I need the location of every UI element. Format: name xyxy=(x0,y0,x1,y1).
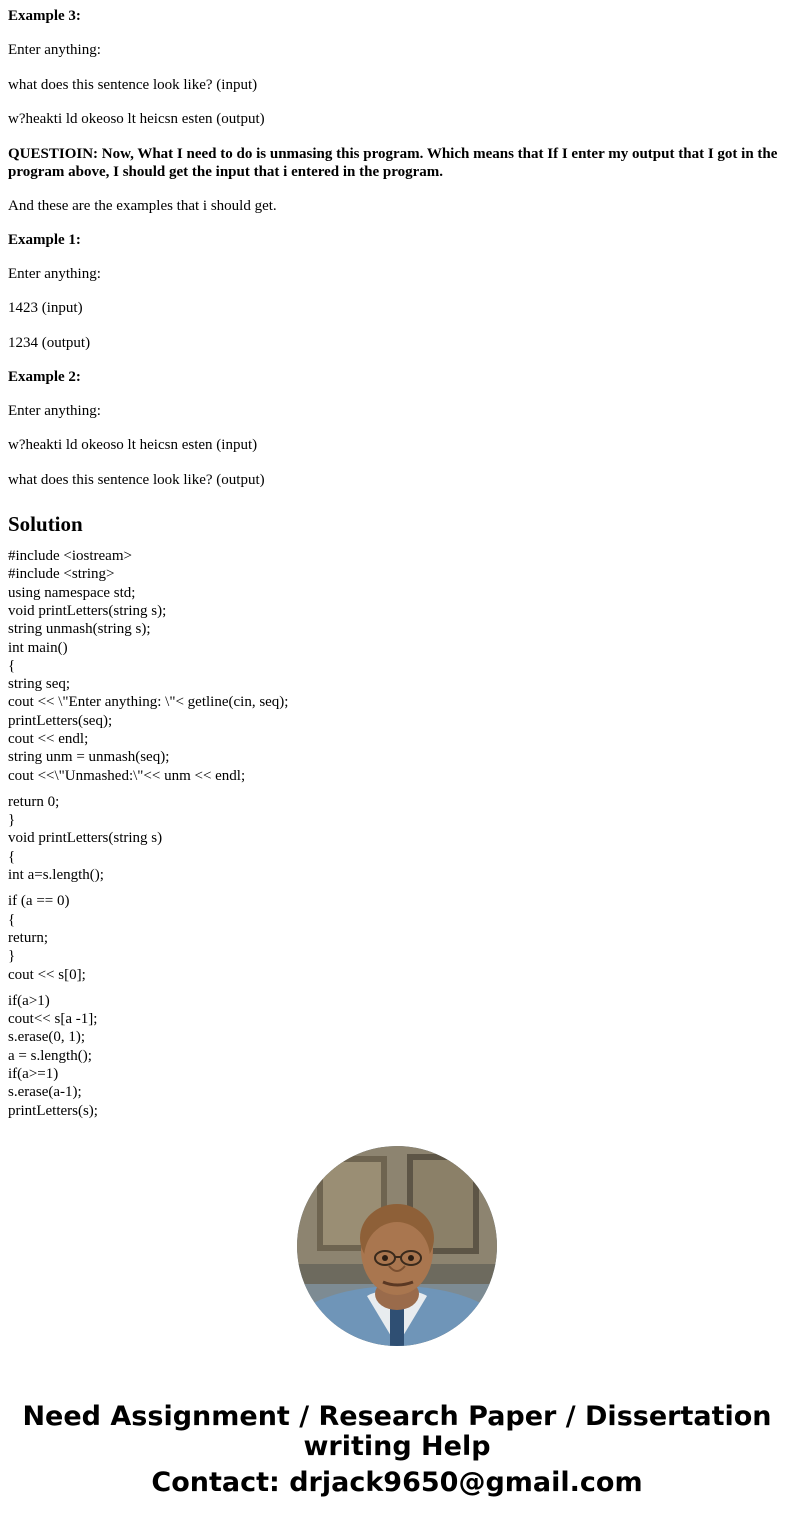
avatar-wrapper xyxy=(0,1140,794,1346)
example-2-section xyxy=(8,361,786,498)
example-3-line-1: Enter anything: xyxy=(8,42,101,59)
code-line: void printLetters(string s); xyxy=(8,602,167,619)
code-line: void printLetters(string s) xyxy=(8,830,163,847)
code-line: cout << \"Enter anything: \"< getline(cin, seq); xyxy=(8,694,289,711)
example-2-line-3: what does this sentence look like? (output) xyxy=(8,471,265,488)
code-line: #include <string> xyxy=(8,566,115,583)
example-1-heading: Example 1: xyxy=(8,231,81,248)
example-3-line-3: w?heakti ld okeoso lt heicsn esten (output) xyxy=(8,110,265,127)
code-line: return 0; xyxy=(8,793,60,810)
example-3-section xyxy=(8,0,786,137)
code-blank-line xyxy=(8,785,786,793)
example-1-line-2: 1423 (input) xyxy=(8,300,83,317)
code-blank-line xyxy=(8,984,786,992)
code-line: int main() xyxy=(8,639,68,656)
code-line: if(a>1) xyxy=(8,992,50,1009)
avatar xyxy=(297,1146,497,1346)
examples-intro: And these are the examples that i should get. xyxy=(8,197,277,214)
example-2-line-1: Enter anything: xyxy=(8,403,101,420)
code-line: #include <iostream> xyxy=(8,548,132,565)
code-line: printLetters(seq); xyxy=(8,712,113,729)
example-1-section xyxy=(8,224,786,361)
example-3-line-2: what does this sentence look like? (input) xyxy=(8,76,258,93)
footer-contact: Contact: drjack9650@gmail.com xyxy=(151,1467,643,1499)
example-2-line-2: w?heakti ld okeoso lt heicsn esten (input) xyxy=(8,437,258,454)
code-line: int a=s.length(); xyxy=(8,867,104,884)
code-line: string unm = unmash(seq); xyxy=(8,749,170,766)
code-line: { xyxy=(8,657,16,674)
code-line: s.erase(0, 1); xyxy=(8,1029,86,1046)
code-line: if(a>=1) xyxy=(8,1066,59,1083)
code-line: a = s.length(); xyxy=(8,1047,92,1064)
code-line: cout << endl; xyxy=(8,731,89,747)
question-paragraph: QUESTIOIN: Now, What I need to do is unmasing this program. Which means that If I enter my output that I got in the program above, I should get the input that i entered in the program. xyxy=(8,146,778,181)
footer-headline: Need Assignment / Research Paper / Dissertation writing Help xyxy=(22,1401,772,1463)
code-line: string seq; xyxy=(8,676,71,693)
example-1-line-1: Enter anything: xyxy=(8,266,101,283)
code-line: return; xyxy=(8,929,48,946)
code-line: } xyxy=(8,812,16,829)
code-line: cout << s[0]; xyxy=(8,966,86,983)
footer-banner xyxy=(0,1140,794,1499)
solution-code-block xyxy=(8,547,786,1120)
example-1-line-3: 1234 (output) xyxy=(8,334,91,351)
code-line: string unmash(string s); xyxy=(8,621,151,638)
code-line: s.erase(a-1); xyxy=(8,1084,82,1101)
code-line: { xyxy=(8,848,16,865)
code-line: cout <<\"Unmashed:\"<< unm << endl; xyxy=(8,767,246,784)
code-line: { xyxy=(8,911,16,928)
code-line: if (a == 0) xyxy=(8,893,70,910)
example-2-heading: Example 2: xyxy=(8,368,81,385)
code-line: printLetters(s); xyxy=(8,1102,98,1119)
solution-heading: Solution xyxy=(8,511,83,536)
example-3-heading: Example 3: xyxy=(8,8,81,24)
code-blank-line xyxy=(8,884,786,892)
code-line: cout<< s[a -1]; xyxy=(8,1011,98,1028)
code-line: } xyxy=(8,948,16,965)
code-line: using namespace std; xyxy=(8,584,136,601)
